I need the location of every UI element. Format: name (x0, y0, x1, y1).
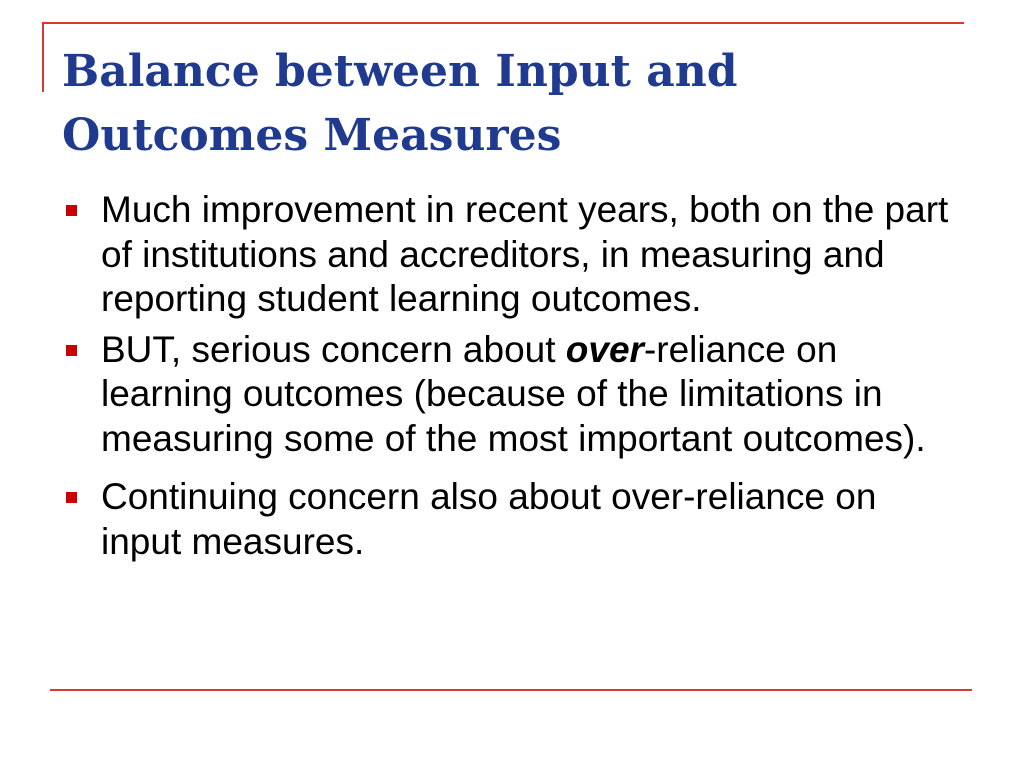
bullet-text-2-before: BUT, serious concern about (101, 328, 566, 370)
slide-title (62, 40, 962, 168)
slide-title-line-2: Outcomes Measures (62, 110, 562, 161)
bullet-text-2-emphasis: over (565, 328, 644, 370)
red-square-bullet-icon (66, 345, 77, 356)
bullet-text-2-after: -reliance on learning outcomes (because of the limitations in measuring some of the most important outcomes). (101, 328, 926, 459)
top-accent-rule (42, 22, 964, 24)
bullet-item-3 (66, 475, 966, 564)
slide-title-line-1: Balance between Input and (62, 46, 738, 97)
bullet-text-2 (101, 329, 926, 459)
bullet-text-3: Continuing concern also about over-reliance on input measures. (101, 476, 877, 562)
red-square-bullet-icon (66, 492, 77, 503)
bullet-item-2 (66, 328, 966, 462)
bullet-text-1: Much improvement in recent years, both on the part of institutions and accreditors, in measuring and reporting student learning outcomes. (101, 189, 949, 319)
left-accent-rule (42, 22, 44, 92)
bullet-item-1 (66, 188, 966, 322)
red-square-bullet-icon (66, 205, 77, 216)
bullet-list (66, 188, 966, 570)
bottom-accent-rule (50, 689, 972, 691)
